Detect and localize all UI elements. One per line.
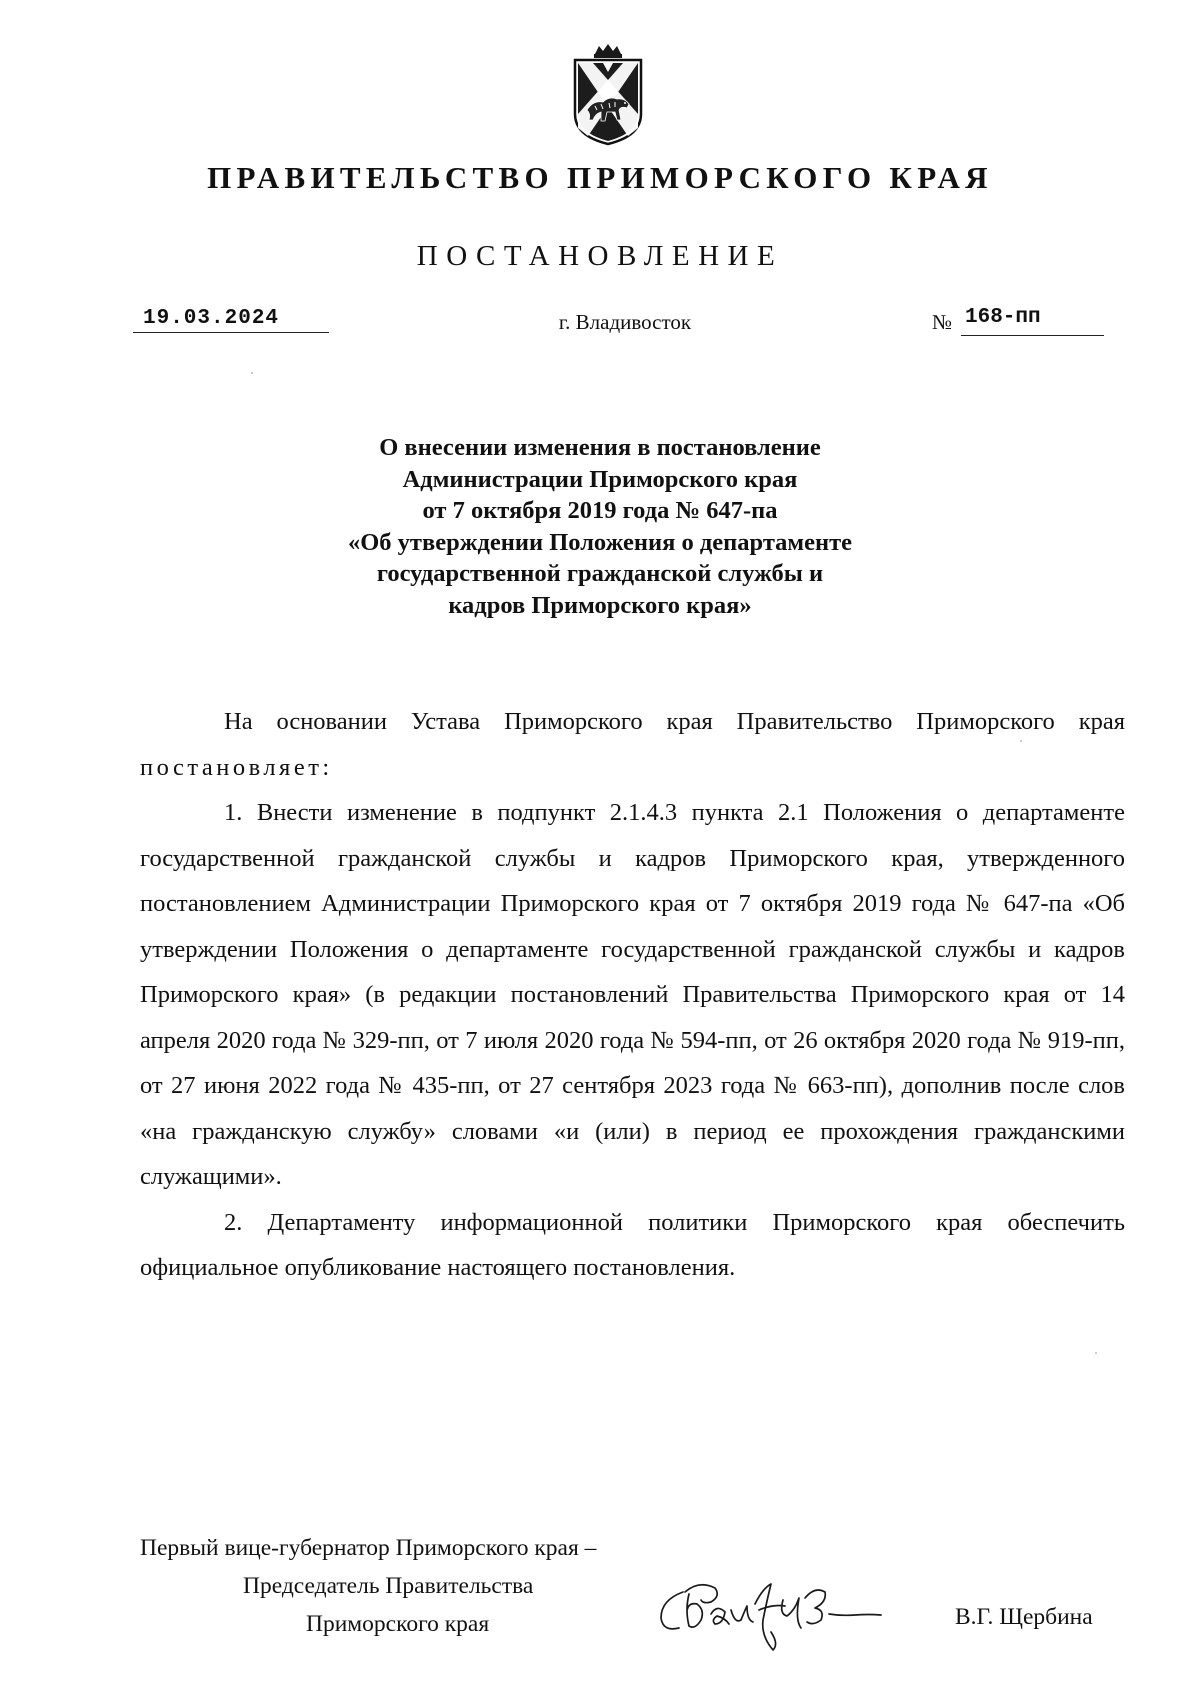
document-date: 19.03.2024 — [133, 307, 329, 333]
resolves-word: постановляет: — [140, 753, 333, 781]
number-sign: № — [932, 310, 953, 334]
government-title: ПРАВИТЕЛЬСТВО ПРИМОРСКОГО КРАЯ — [207, 160, 993, 195]
position-line: Первый вице-губернатор Приморского края – — [140, 1535, 597, 1561]
subject-line: О внесении изменения в постановление — [379, 434, 821, 461]
subject-line: от 7 октября 2019 года № 647-па — [422, 497, 778, 524]
position-line: Председатель Правительства — [243, 1573, 534, 1599]
document-number: 168-пп — [961, 306, 1104, 336]
scan-speck — [1095, 1352, 1097, 1354]
basis-paragraph — [140, 699, 1125, 790]
subject-line: государственной гражданской службы и — [376, 560, 824, 587]
city-text: г. Владивосток — [558, 310, 692, 334]
subject-line: кадров Приморского края» — [448, 591, 752, 619]
scan-speck — [1020, 740, 1022, 742]
subject-line: «Об утверждении Положения о департаменте — [348, 528, 852, 556]
coat-of-arms-icon — [573, 44, 643, 146]
subject-line: Администрации Приморского края — [402, 465, 798, 493]
document-number-field — [932, 306, 1104, 338]
item-1-paragraph: 1. Внести изменение в подпункт 2.1.4.3 пункта 2.1 Положения о департаменте государственной гражданской службы и кадров Приморского края, утвержденного постановлением Администрации Приморского края от 7 октября 2019 года № 647-па «Об утверждении Положения о департаменте государственной гражданской службы и кадров Приморского края» (в редакции постановлений Правительства Приморского края от 14 апреля 2020 года № 329-пп, от 7 июля 2020 года № 594-пп, от 26 октября 2020 года № 919-пп, от 27 июня 2022 года № 435-пп, от 27 сентября 2023 года № 663-пп), дополнив после слов «на гражданскую службу» словами «и (или) в период ее прохождения гражданскими служащими». — [140, 799, 1125, 1190]
document-body — [140, 699, 1125, 1291]
document-type: ПОСТАНОВЛЕНИЕ — [416, 240, 784, 272]
basis-text: На основании Устава Приморского края Правительство Приморского края — [224, 708, 1125, 735]
scan-speck — [251, 372, 253, 374]
signer-name: В.Г. Щербина — [955, 1604, 1093, 1630]
item-2-paragraph: 2. Департаменту информационной политики Приморского края обеспечить официальное опубликование настоящего постановления. — [140, 1208, 1125, 1281]
handwritten-signature-icon — [655, 1570, 945, 1660]
document-subject — [0, 432, 1200, 621]
position-line: Приморского края — [306, 1611, 490, 1637]
